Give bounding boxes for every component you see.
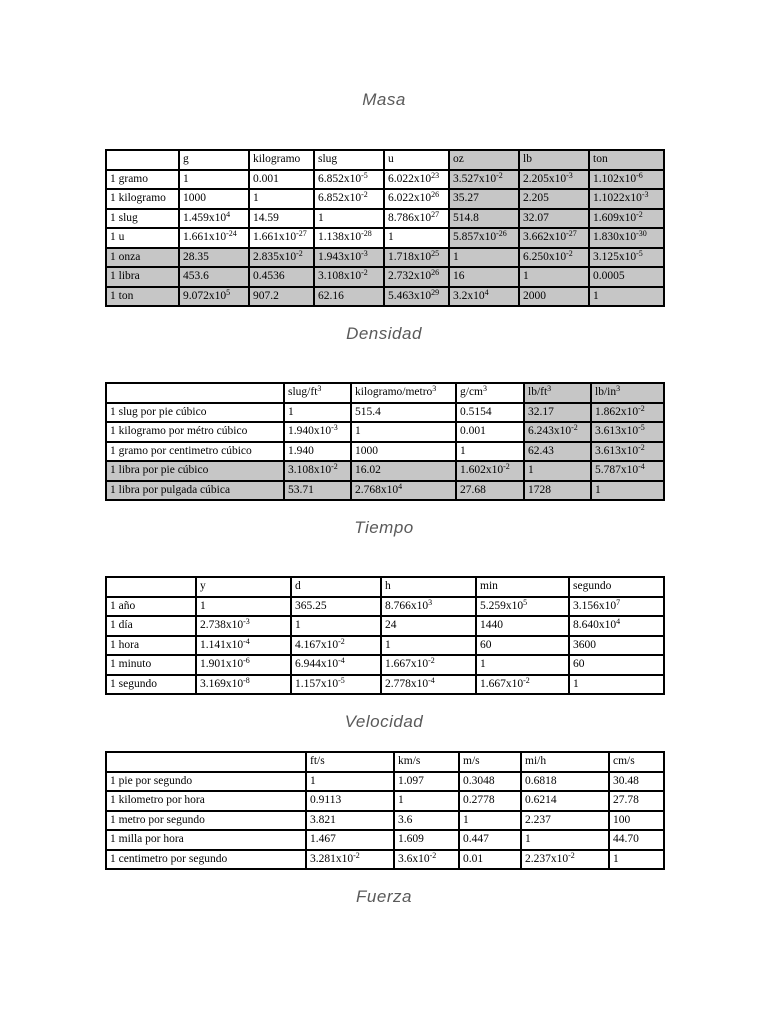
row-label: 1 u — [106, 228, 179, 248]
column-header: $lb/ft^3$ — [524, 383, 591, 403]
value-cell: 0.2778 — [459, 791, 521, 811]
value-cell: 1440 — [476, 616, 569, 636]
table-row — [106, 655, 664, 675]
value-cell: $1.667x10^{-2}$ — [381, 655, 476, 675]
value-cell: 0.001 — [249, 170, 314, 190]
table-row — [106, 772, 664, 792]
value-cell: $2.237x10^{-2}$ — [521, 850, 609, 870]
table-row — [106, 209, 664, 229]
velocidad-conversion-table — [105, 751, 665, 870]
value-cell: 365.25 — [291, 597, 381, 617]
row-label: 1 año — [106, 597, 196, 617]
table-row — [106, 228, 664, 248]
value-cell: 1 — [381, 636, 476, 656]
value-cell: 1 — [384, 228, 449, 248]
table-row — [106, 850, 664, 870]
value-cell: 514.8 — [449, 209, 519, 229]
value-cell: 0.01 — [459, 850, 521, 870]
value-cell: 16.02 — [351, 461, 456, 481]
value-cell: $3.281x10^{-2}$ — [306, 850, 394, 870]
value-cell: $6.852x10^{-5}$ — [314, 170, 384, 190]
value-cell: 1 — [249, 189, 314, 209]
value-cell: 1 — [519, 267, 589, 287]
value-cell: $8.766x10^3$ — [381, 597, 476, 617]
value-cell: 60 — [569, 655, 664, 675]
table-row — [106, 830, 664, 850]
value-cell: $8.640x10^4$ — [569, 616, 664, 636]
value-cell: $2.732x10^{26}$ — [384, 267, 449, 287]
value-cell: 1 — [306, 772, 394, 792]
value-cell: 1 — [459, 811, 521, 831]
value-cell: $4.167x10^{-2}$ — [291, 636, 381, 656]
value-cell: 100 — [609, 811, 664, 831]
table-row — [106, 636, 664, 656]
value-cell: $3.2x10^4$ — [449, 287, 519, 307]
table-row — [106, 481, 664, 501]
column-header: slug — [314, 150, 384, 170]
value-cell: 907.2 — [249, 287, 314, 307]
value-cell: $1.661x10^{-24}$ — [179, 228, 249, 248]
table-row — [106, 170, 664, 190]
column-header: oz — [449, 150, 519, 170]
value-cell: 1 — [291, 616, 381, 636]
value-cell: 44.70 — [609, 830, 664, 850]
value-cell: 3600 — [569, 636, 664, 656]
value-cell: 60 — [476, 636, 569, 656]
value-cell: 1.940 — [284, 442, 351, 462]
value-cell: 28.35 — [179, 248, 249, 268]
row-label: 1 pie por segundo — [106, 772, 306, 792]
row-label: 1 kilogramo — [106, 189, 179, 209]
header-row — [106, 752, 664, 772]
value-cell: $1.102x10^{-6}$ — [589, 170, 664, 190]
value-cell: 1.467 — [306, 830, 394, 850]
row-label: 1 slug por pie cúbico — [106, 403, 284, 423]
row-label: 1 gramo — [106, 170, 179, 190]
value-cell: 1 — [524, 461, 591, 481]
value-cell: $2.738x10^{-3}$ — [196, 616, 291, 636]
value-cell: $1.609x10^{-2}$ — [589, 209, 664, 229]
column-header: ft/s — [306, 752, 394, 772]
value-cell: 1 — [609, 850, 664, 870]
value-cell: $5.463x10^{29}$ — [384, 287, 449, 307]
value-cell: 1.609 — [394, 830, 459, 850]
row-label: 1 slug — [106, 209, 179, 229]
value-cell: 3.821 — [306, 811, 394, 831]
table-row — [106, 403, 664, 423]
value-cell: $3.6x10^{-2}$ — [394, 850, 459, 870]
column-header: cm/s — [609, 752, 664, 772]
value-cell: 0.6214 — [521, 791, 609, 811]
value-cell: $1.661x10^{-27}$ — [249, 228, 314, 248]
column-header: $g/cm^3$ — [456, 383, 524, 403]
table-row — [106, 189, 664, 209]
row-label: 1 minuto — [106, 655, 196, 675]
table-row — [106, 597, 664, 617]
value-cell: $3.169x10^{-8}$ — [196, 675, 291, 695]
value-cell: 62.43 — [524, 442, 591, 462]
column-header: y — [196, 577, 291, 597]
column-header: lb — [519, 150, 589, 170]
table-row — [106, 675, 664, 695]
value-cell: $3.662x10^{-27}$ — [519, 228, 589, 248]
value-cell: $2.205x10^{-3}$ — [519, 170, 589, 190]
value-cell: 1 — [591, 481, 664, 501]
table-row — [106, 267, 664, 287]
table-row — [106, 422, 664, 442]
column-header: kilogramo — [249, 150, 314, 170]
value-cell: 0.447 — [459, 830, 521, 850]
column-header: g — [179, 150, 249, 170]
table-row — [106, 811, 664, 831]
column-header: m/s — [459, 752, 521, 772]
value-cell: 27.68 — [456, 481, 524, 501]
value-cell: 1 — [179, 170, 249, 190]
header-row — [106, 150, 664, 170]
value-cell: 32.17 — [524, 403, 591, 423]
value-cell: $1.459x10^4$ — [179, 209, 249, 229]
value-cell: 2000 — [519, 287, 589, 307]
column-header — [106, 150, 179, 170]
value-cell: 14.59 — [249, 209, 314, 229]
table-row — [106, 287, 664, 307]
value-cell: 1 — [569, 675, 664, 695]
tiempo-conversion-table — [105, 576, 665, 695]
value-cell: $3.125x10^{-5}$ — [589, 248, 664, 268]
value-cell: 1 — [394, 791, 459, 811]
value-cell: 1 — [314, 209, 384, 229]
column-header: kilogramo/metro$^3$ — [351, 383, 456, 403]
row-label: 1 libra — [106, 267, 179, 287]
row-label: 1 libra por pulgada cúbica — [106, 481, 284, 501]
column-header: km/s — [394, 752, 459, 772]
value-cell: $1.830x10^{-30}$ — [589, 228, 664, 248]
column-header: mi/h — [521, 752, 609, 772]
value-cell: 0.5154 — [456, 403, 524, 423]
value-cell: 0.4536 — [249, 267, 314, 287]
value-cell: $1.901x10^{-6}$ — [196, 655, 291, 675]
column-header: d — [291, 577, 381, 597]
value-cell: $5.787x10^{-4}$ — [591, 461, 664, 481]
value-cell: 0.6818 — [521, 772, 609, 792]
column-header: $lb/in^3$ — [591, 383, 664, 403]
value-cell: 24 — [381, 616, 476, 636]
column-header: segundo — [569, 577, 664, 597]
column-header: u — [384, 150, 449, 170]
value-cell: $6.022x10^{26}$ — [384, 189, 449, 209]
value-cell: 1 — [449, 248, 519, 268]
value-cell: 1.097 — [394, 772, 459, 792]
header-row — [106, 577, 664, 597]
row-label: 1 ton — [106, 287, 179, 307]
value-cell: 1000 — [351, 442, 456, 462]
section-title-masa: Masa — [362, 90, 406, 109]
row-label: 1 libra por pie cúbico — [106, 461, 284, 481]
value-cell: $2.835x10^{-2}$ — [249, 248, 314, 268]
value-cell: 1 — [589, 287, 664, 307]
value-cell: $3.108x10^{-2}$ — [284, 461, 351, 481]
section-title-fuerza: Fuerza — [356, 887, 412, 906]
value-cell: $1.1022x10^{-3}$ — [589, 189, 664, 209]
column-header: ton — [589, 150, 664, 170]
column-header — [106, 752, 306, 772]
value-cell: $6.852x10^{-2}$ — [314, 189, 384, 209]
value-cell: $1.141x10^{-4}$ — [196, 636, 291, 656]
column-header — [106, 383, 284, 403]
table-row — [106, 442, 664, 462]
value-cell: $3.156x10^7$ — [569, 597, 664, 617]
value-cell: 30.48 — [609, 772, 664, 792]
value-cell: 1 — [351, 422, 456, 442]
value-cell: $1.667x10^{-2}$ — [476, 675, 569, 695]
value-cell: 3.6 — [394, 811, 459, 831]
value-cell: 1000 — [179, 189, 249, 209]
section-title-tiempo: Tiempo — [354, 518, 414, 537]
value-cell: 62.16 — [314, 287, 384, 307]
value-cell: $1.602x10^{-2}$ — [456, 461, 524, 481]
value-cell: $1.138x10^{-28}$ — [314, 228, 384, 248]
value-cell: 0.3048 — [459, 772, 521, 792]
value-cell: $3.613x10^{-2}$ — [591, 442, 664, 462]
value-cell: 1 — [521, 830, 609, 850]
value-cell: $6.022x10^{23}$ — [384, 170, 449, 190]
table-row — [106, 616, 664, 636]
value-cell: $9.072x10^5$ — [179, 287, 249, 307]
column-header: slug/$ft^3$ — [284, 383, 351, 403]
row-label: 1 segundo — [106, 675, 196, 695]
value-cell: $6.944x10^{-4}$ — [291, 655, 381, 675]
value-cell: $6.250x10^{-2}$ — [519, 248, 589, 268]
row-label: 1 día — [106, 616, 196, 636]
row-label: 1 milla por hora — [106, 830, 306, 850]
value-cell: $2.768x10^4$ — [351, 481, 456, 501]
value-cell: $3.527x10^{-2}$ — [449, 170, 519, 190]
row-label: 1 metro por segundo — [106, 811, 306, 831]
row-label: 1 hora — [106, 636, 196, 656]
column-header — [106, 577, 196, 597]
value-cell: $1.157x10^{-5}$ — [291, 675, 381, 695]
value-cell: 0.0005 — [589, 267, 664, 287]
value-cell: $1.862x10^{-2}$ — [591, 403, 664, 423]
value-cell: $8.786x10^{27}$ — [384, 209, 449, 229]
section-title-velocidad: Velocidad — [344, 712, 424, 731]
value-cell: 0.9113 — [306, 791, 394, 811]
value-cell: $1.718x10^{25}$ — [384, 248, 449, 268]
value-cell: 1 — [456, 442, 524, 462]
value-cell: 1 — [476, 655, 569, 675]
value-cell: $5.259x10^5$ — [476, 597, 569, 617]
value-cell: 1 — [284, 403, 351, 423]
table-row — [106, 461, 664, 481]
table-row — [106, 248, 664, 268]
value-cell: 453.6 — [179, 267, 249, 287]
table-row — [106, 791, 664, 811]
densidad-conversion-table — [105, 382, 665, 501]
value-cell: 16 — [449, 267, 519, 287]
value-cell: $6.243x10^{-2}$ — [524, 422, 591, 442]
value-cell: 1 — [196, 597, 291, 617]
row-label: 1 centimetro por segundo — [106, 850, 306, 870]
column-header: min — [476, 577, 569, 597]
value-cell: $3.613x10^{-5}$ — [591, 422, 664, 442]
value-cell: 2.237 — [521, 811, 609, 831]
value-cell: 0.001 — [456, 422, 524, 442]
row-label: 1 gramo por centimetro cúbico — [106, 442, 284, 462]
value-cell: $2.778x10^{-4}$ — [381, 675, 476, 695]
value-cell: $1.940x10^{-3}$ — [284, 422, 351, 442]
value-cell: $1.943x10^{-3}$ — [314, 248, 384, 268]
value-cell: 1728 — [524, 481, 591, 501]
row-label: 1 onza — [106, 248, 179, 268]
value-cell: $3.108x10^{-2}$ — [314, 267, 384, 287]
masa-conversion-table — [105, 149, 665, 307]
value-cell: 27.78 — [609, 791, 664, 811]
row-label: 1 kilometro por hora — [106, 791, 306, 811]
row-label: 1 kilogramo por métro cúbico — [106, 422, 284, 442]
value-cell: 32.07 — [519, 209, 589, 229]
value-cell: 2.205 — [519, 189, 589, 209]
value-cell: 35.27 — [449, 189, 519, 209]
value-cell: 515.4 — [351, 403, 456, 423]
section-title-densidad: Densidad — [346, 324, 422, 343]
value-cell: 53.71 — [284, 481, 351, 501]
column-header: h — [381, 577, 476, 597]
value-cell: $5.857x10^{-26}$ — [449, 228, 519, 248]
header-row — [106, 383, 664, 403]
